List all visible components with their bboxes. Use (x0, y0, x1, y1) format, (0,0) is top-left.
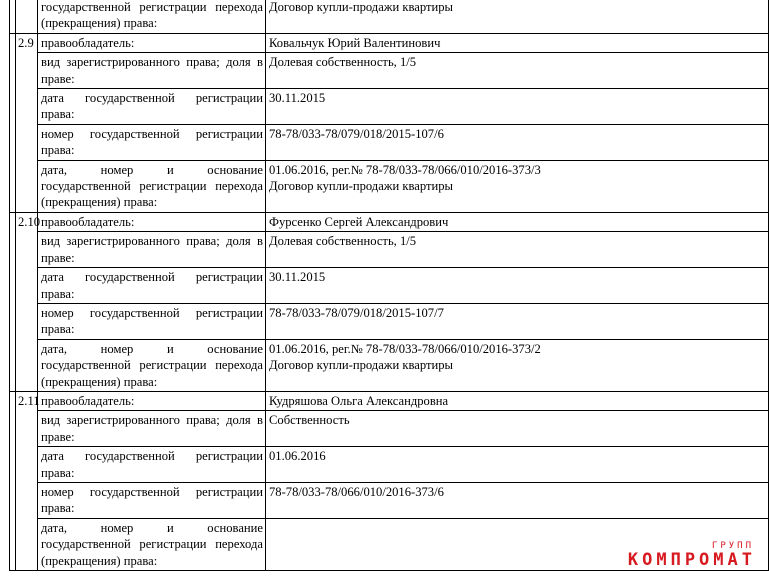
table-row (10, 447, 769, 483)
field-label: государственной регистрации перехода (прекращения) права: (38, 0, 266, 33)
field-label: вид зарегистрированного права; доля в праве: (38, 232, 266, 268)
field-label: дата государственной регистрации права: (38, 268, 266, 304)
table-row (10, 482, 769, 518)
field-value: 78-78/033-78/079/018/2015-107/7 (266, 303, 769, 339)
field-value: Договор купли-продажи квартиры (266, 0, 769, 33)
table-row (10, 268, 769, 304)
field-value: Собственность (266, 411, 769, 447)
watermark-logo (628, 542, 756, 569)
table-row (10, 212, 769, 231)
holder-name: Кудряшова Ольга Александровна (266, 391, 769, 410)
field-label: дата государственной регистрации права: (38, 447, 266, 483)
holder-name: Ковальчук Юрий Валентинович (266, 33, 769, 52)
field-value: 30.11.2015 (266, 268, 769, 304)
field-label: дата, номер и основание государственной регистрации перехода (прекращения) права: (38, 339, 266, 391)
table-row (10, 391, 769, 410)
basis-document: Договор купли-продажи квартиры (269, 358, 454, 373)
basis-document: Договор купли-продажи квартиры (269, 179, 454, 194)
field-value (266, 160, 769, 212)
basis-registration: 01.06.2016, рег.№ 78-78/033-78/066/010/2016-373/3 (269, 162, 541, 177)
field-value: Долевая собственность, 1/5 (266, 232, 769, 268)
table-row (10, 124, 769, 160)
table-row (10, 160, 769, 212)
field-value: 78-78/033-78/079/018/2015-107/6 (266, 124, 769, 160)
table-row (10, 232, 769, 268)
holder-number: 2.11 (16, 391, 38, 570)
table-row (10, 89, 769, 125)
table-row (10, 411, 769, 447)
table-row (10, 303, 769, 339)
field-value (266, 339, 769, 391)
basis-registration: 01.06.2016, рег.№ 78-78/033-78/066/010/2016-373/2 (269, 341, 541, 356)
table-row (10, 33, 769, 52)
field-label: вид зарегистрированного права; доля в праве: (38, 53, 266, 89)
field-value: 01.06.2016 (266, 447, 769, 483)
field-label: дата, номер и основание государственной регистрации перехода (прекращения) права: (38, 518, 266, 570)
field-label: вид зарегистрированного права; доля в праве: (38, 411, 266, 447)
table-row (10, 53, 769, 89)
watermark-main-text: КОМПРОМАТ (627, 550, 756, 570)
field-label: правообладатель: (38, 391, 266, 410)
holder-number: 2.10 (16, 212, 38, 391)
table-row (10, 0, 769, 33)
field-value: Долевая собственность, 1/5 (266, 53, 769, 89)
field-label: правообладатель: (38, 33, 266, 52)
field-label: дата государственной регистрации права: (38, 89, 266, 125)
field-label: дата, номер и основание государственной регистрации перехода (прекращения) права: (38, 160, 266, 212)
registry-table (9, 0, 769, 571)
holder-number: 2.9 (16, 33, 38, 212)
watermark-top-text: ГРУПП (711, 541, 754, 551)
holder-name: Фурсенко Сергей Александрович (266, 212, 769, 231)
field-value: 78-78/033-78/066/010/2016-373/6 (266, 482, 769, 518)
field-label: правообладатель: (38, 212, 266, 231)
field-value: 30.11.2015 (266, 89, 769, 125)
field-label: номер государственной регистрации права: (38, 303, 266, 339)
table-row (10, 339, 769, 391)
field-label: номер государственной регистрации права: (38, 124, 266, 160)
field-label: номер государственной регистрации права: (38, 482, 266, 518)
